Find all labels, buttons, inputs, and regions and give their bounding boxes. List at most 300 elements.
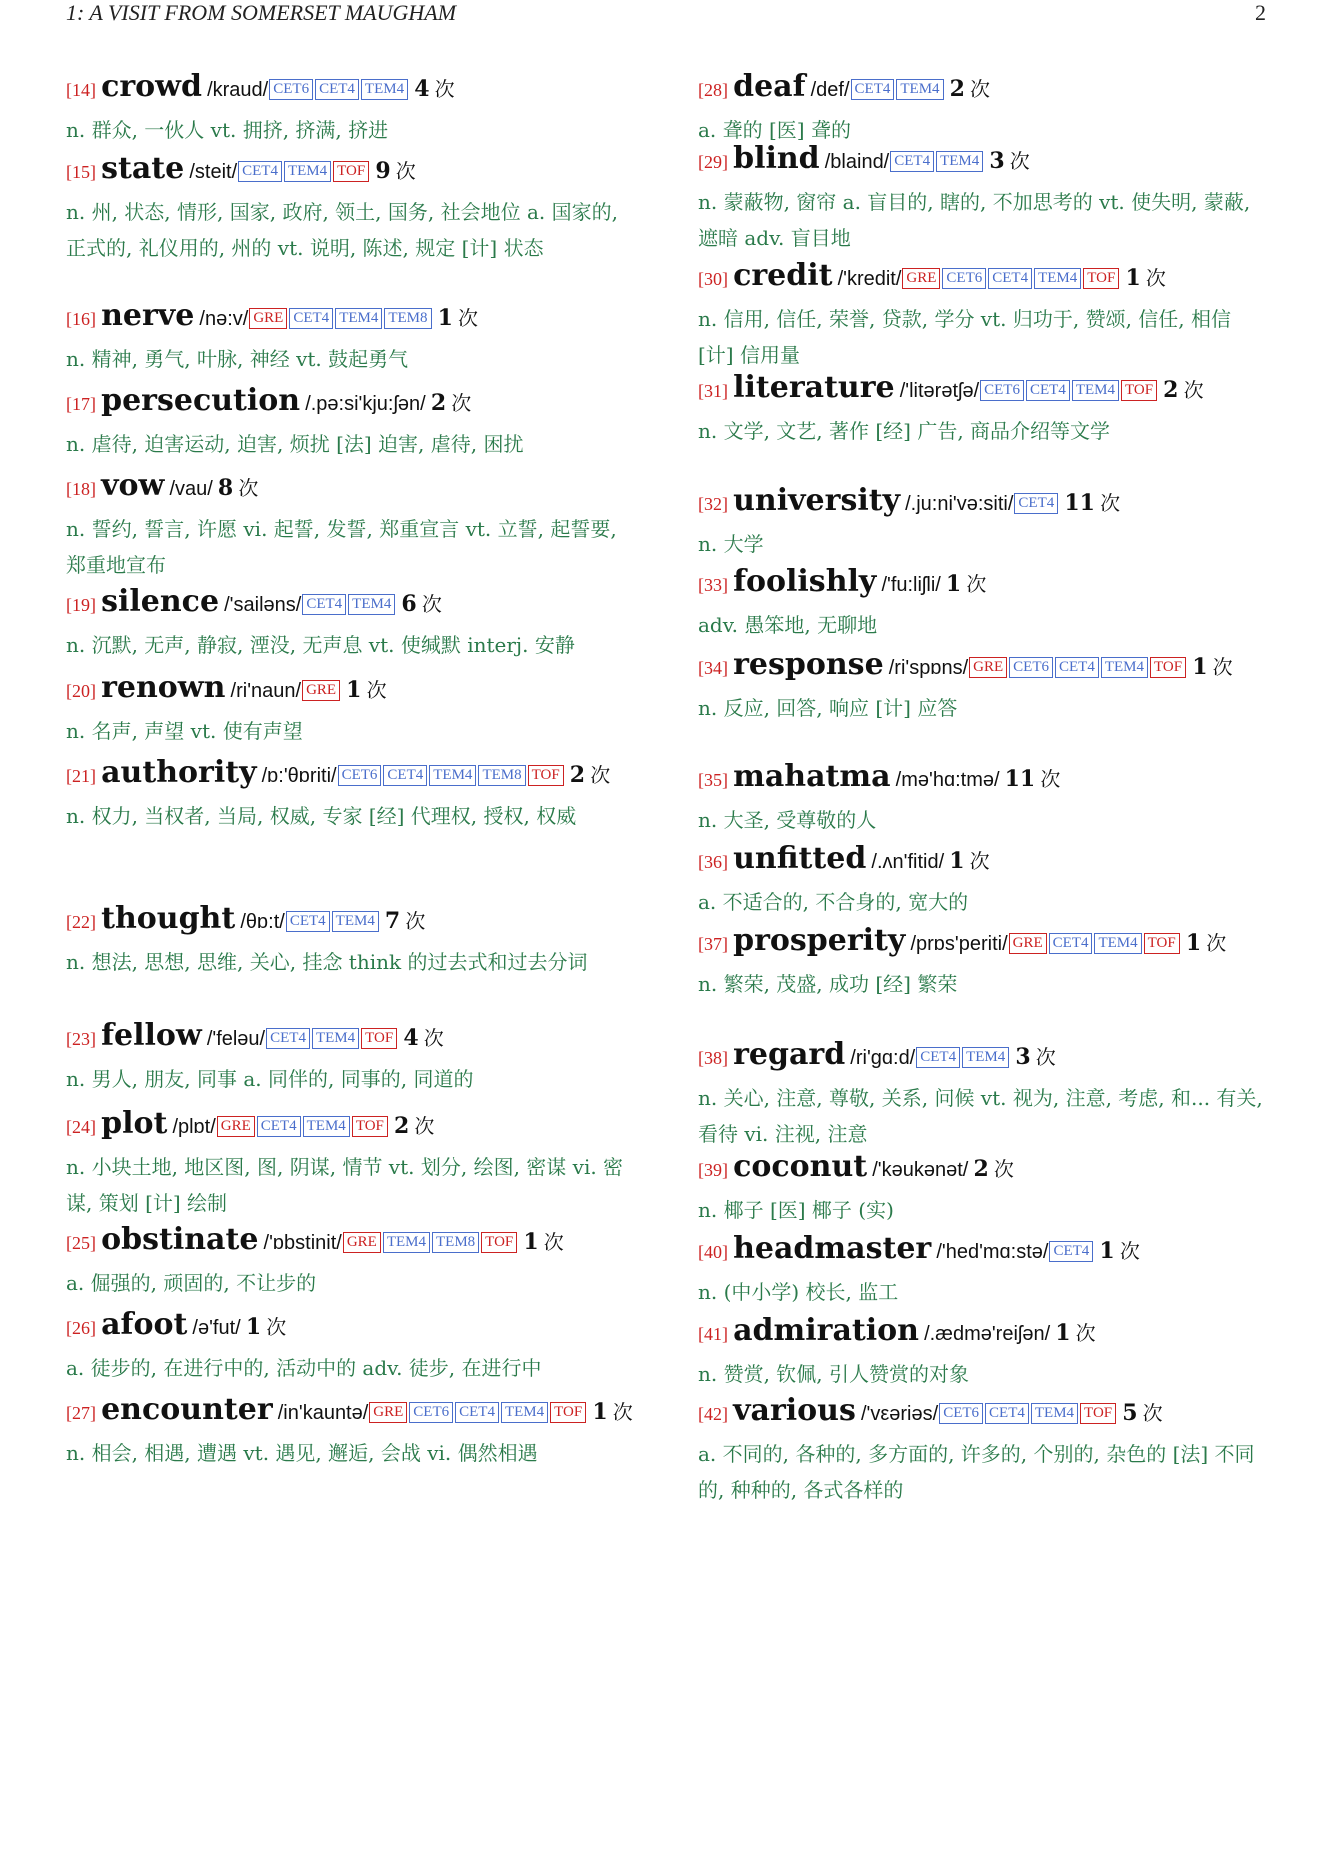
exam-tag-badge: TOF bbox=[333, 161, 369, 182]
exam-tag-badge: CET4 bbox=[238, 161, 282, 182]
entry-headline bbox=[66, 297, 636, 339]
pronunciation: /'fu:liʃli/ bbox=[881, 574, 941, 596]
pronunciation: /ri'naun/ bbox=[230, 680, 302, 702]
chapter-title: 1: A VISIT FROM SOMERSET MAUGHAM bbox=[66, 0, 457, 25]
headword: response bbox=[733, 647, 884, 682]
exam-tag-badge: TEM4 bbox=[1094, 933, 1141, 954]
exam-tag-badge: TEM4 bbox=[383, 1232, 430, 1253]
exam-tag-badge: TEM8 bbox=[384, 308, 431, 329]
pronunciation: /ri'spɒns/ bbox=[888, 657, 969, 679]
headword: blind bbox=[733, 141, 820, 176]
vocab-entry bbox=[698, 922, 1268, 1002]
occurrence-count: 2 bbox=[430, 390, 447, 416]
vocab-entry bbox=[698, 646, 1268, 726]
exam-tag-badge: TEM4 bbox=[429, 765, 476, 786]
vocab-entry bbox=[698, 840, 1268, 920]
definition: n. 誓约, 誓言, 许愿 vi. 起誓, 发誓, 郑重宣言 vt. 立誓, 起誓要, 郑重地宣布 bbox=[66, 517, 617, 577]
definition: n. 赞赏, 钦佩, 引人赞赏的对象 bbox=[698, 1362, 970, 1386]
entry-number: [25] bbox=[66, 1233, 96, 1253]
definition: a. 聋的 [医] 聋的 bbox=[698, 118, 851, 142]
pronunciation: /prɒs'periti/ bbox=[910, 933, 1008, 955]
pronunciation: /def/ bbox=[810, 79, 850, 101]
headword: fellow bbox=[101, 1018, 202, 1053]
exam-tag-badge: TEM4 bbox=[361, 79, 408, 100]
entry-number: [28] bbox=[698, 80, 728, 100]
exam-tag-badge: CET6 bbox=[409, 1402, 453, 1423]
occurrence-count: 1 bbox=[1192, 654, 1208, 680]
exam-tag-badge: TEM4 bbox=[332, 911, 379, 932]
exam-tag-badge: CET4 bbox=[266, 1028, 310, 1049]
entry-number: [15] bbox=[66, 162, 96, 182]
entry-headline bbox=[698, 646, 1268, 688]
exam-tag-badge: TEM4 bbox=[936, 151, 983, 172]
entry-number: [36] bbox=[698, 852, 728, 872]
count-suffix: 次 bbox=[414, 1114, 435, 1138]
entry-number: [18] bbox=[66, 479, 96, 499]
entry-number: [20] bbox=[66, 681, 96, 701]
count-suffix: 次 bbox=[1009, 149, 1030, 173]
exam-tag-badge: TEM4 bbox=[312, 1028, 359, 1049]
vocab-entry bbox=[698, 1230, 1268, 1310]
entry-headline bbox=[698, 758, 1268, 800]
count-suffix: 次 bbox=[993, 1157, 1014, 1181]
pronunciation: /nə:v/ bbox=[199, 308, 249, 330]
exam-tag-badge: CET4 bbox=[315, 79, 359, 100]
entry-headline bbox=[698, 1230, 1268, 1272]
headword: credit bbox=[733, 258, 833, 293]
entry-number: [22] bbox=[66, 912, 96, 932]
count-suffix: 次 bbox=[1212, 655, 1233, 679]
entry-number: [34] bbox=[698, 658, 728, 678]
entry-number: [27] bbox=[66, 1403, 96, 1423]
count-suffix: 次 bbox=[543, 1230, 564, 1254]
definition: n. 男人, 朋友, 同事 a. 同伴的, 同事的, 同道的 bbox=[66, 1067, 474, 1091]
pronunciation: /.pə:si'kju:ʃən/ bbox=[305, 393, 426, 415]
exam-tag-badge: TOF bbox=[1083, 268, 1119, 289]
exam-tag-badge: CET6 bbox=[269, 79, 313, 100]
entry-headline bbox=[66, 382, 636, 424]
exam-tag-badge: CET6 bbox=[338, 765, 382, 786]
count-suffix: 次 bbox=[423, 1026, 444, 1050]
entry-number: [42] bbox=[698, 1404, 728, 1424]
count-suffix: 次 bbox=[969, 849, 990, 873]
occurrence-count: 2 bbox=[569, 762, 586, 788]
occurrence-count: 1 bbox=[523, 1229, 539, 1255]
exam-tag-badge: TEM4 bbox=[1031, 1403, 1078, 1424]
occurrence-count: 1 bbox=[945, 571, 962, 597]
entry-headline bbox=[698, 840, 1268, 882]
headword: deaf bbox=[733, 69, 806, 104]
exam-tag-badge: TOF bbox=[528, 765, 564, 786]
headword: various bbox=[733, 1393, 856, 1428]
vocab-entry bbox=[66, 150, 636, 266]
count-suffix: 次 bbox=[458, 306, 479, 330]
definition: n. 关心, 注意, 尊敬, 关系, 问候 vt. 视为, 注意, 考虑, 和... 有关, 看待 vi. 注视, 注意 bbox=[698, 1086, 1263, 1146]
definition: n. 蒙蔽物, 窗帘 a. 盲目的, 瞎的, 不加思考的 vt. 使失明, 蒙蔽, 遮暗 adv. 盲目地 bbox=[698, 190, 1251, 250]
exam-tag-badge: TEM4 bbox=[335, 308, 382, 329]
occurrence-count: 1 bbox=[1125, 265, 1141, 291]
vocab-entry bbox=[66, 68, 636, 148]
entry-headline bbox=[66, 1221, 636, 1263]
vocab-entry bbox=[66, 583, 636, 663]
exam-tag-badge: TOF bbox=[1121, 380, 1157, 401]
headword: literature bbox=[733, 370, 895, 405]
exam-tag-badge: CET4 bbox=[916, 1047, 960, 1068]
pronunciation: /'vεəriəs/ bbox=[860, 1403, 939, 1425]
headword: plot bbox=[101, 1106, 168, 1141]
definition: n. 权力, 当权者, 当局, 权威, 专家 [经] 代理权, 授权, 权威 bbox=[66, 804, 577, 828]
exam-tag-badge: CET6 bbox=[942, 268, 986, 289]
headword: obstinate bbox=[101, 1222, 259, 1257]
occurrence-count: 11 bbox=[1064, 490, 1095, 516]
entry-headline bbox=[698, 1148, 1268, 1190]
exam-tag-badge: CET4 bbox=[302, 594, 346, 615]
occurrence-count: 2 bbox=[1163, 377, 1179, 403]
definition: n. 群众, 一伙人 vt. 拥挤, 挤满, 挤进 bbox=[66, 118, 389, 142]
headword: foolishly bbox=[733, 564, 877, 599]
vocab-entry bbox=[698, 1312, 1268, 1392]
exam-tag-badge: CET4 bbox=[1026, 380, 1070, 401]
vocab-entry bbox=[66, 382, 636, 462]
pronunciation: /mə'hɑ:tmə/ bbox=[895, 769, 1000, 791]
vocab-entry bbox=[698, 758, 1268, 838]
headword: state bbox=[101, 151, 185, 186]
headword: university bbox=[733, 483, 901, 518]
definition: a. 不适合的, 不合身的, 宽大的 bbox=[698, 890, 969, 914]
occurrence-count: 2 bbox=[393, 1113, 410, 1139]
exam-tag-badge: CET4 bbox=[1055, 657, 1099, 678]
vocab-entry bbox=[66, 1306, 636, 1386]
count-suffix: 次 bbox=[966, 572, 987, 596]
entry-number: [38] bbox=[698, 1048, 728, 1068]
entry-headline bbox=[698, 369, 1268, 411]
exam-tag-badge: TOF bbox=[1144, 933, 1180, 954]
headword: vow bbox=[101, 468, 165, 503]
entry-number: [35] bbox=[698, 770, 728, 790]
exam-tag-badge: CET4 bbox=[985, 1403, 1029, 1424]
exam-tag-badge: TEM4 bbox=[501, 1402, 548, 1423]
count-suffix: 次 bbox=[238, 476, 259, 500]
entry-number: [14] bbox=[66, 80, 96, 100]
exam-tag-badge: CET6 bbox=[939, 1403, 983, 1424]
entry-headline bbox=[66, 1017, 636, 1059]
entry-headline bbox=[698, 563, 1268, 605]
exam-tag-badge: GRE bbox=[343, 1232, 381, 1253]
count-suffix: 次 bbox=[366, 678, 387, 702]
entry-number: [37] bbox=[698, 934, 728, 954]
definition: n. 椰子 [医] 椰子 (实) bbox=[698, 1198, 894, 1222]
exam-tag-badge: GRE bbox=[217, 1116, 255, 1137]
headword: authority bbox=[101, 755, 257, 790]
headword: coconut bbox=[733, 1149, 868, 1184]
pronunciation: /plɒt/ bbox=[172, 1116, 216, 1138]
exam-tag-badge: CET4 bbox=[286, 911, 330, 932]
count-suffix: 次 bbox=[266, 1315, 287, 1339]
vocab-entry bbox=[698, 140, 1268, 256]
headword: unfitted bbox=[733, 841, 867, 876]
vocab-entry bbox=[698, 482, 1268, 562]
exam-tag-badge: TEM8 bbox=[478, 765, 525, 786]
headword: prosperity bbox=[733, 923, 906, 958]
exam-tag-badge: CET4 bbox=[383, 765, 427, 786]
vocab-entry bbox=[66, 900, 636, 980]
definition: n. 大学 bbox=[698, 532, 764, 556]
definition: adv. 愚笨地, 无聊地 bbox=[698, 613, 878, 637]
exam-tag-badge: CET4 bbox=[455, 1402, 499, 1423]
exam-tag-badge: TOF bbox=[481, 1232, 517, 1253]
entry-headline bbox=[66, 1105, 636, 1147]
count-suffix: 次 bbox=[1040, 767, 1061, 791]
exam-tag-badge: CET4 bbox=[1049, 1241, 1093, 1262]
exam-tag-badge: GRE bbox=[969, 657, 1007, 678]
definition: a. 不同的, 各种的, 多方面的, 许多的, 个别的, 杂色的 [法] 不同的, 种种的, 各式各样的 bbox=[698, 1442, 1255, 1502]
entry-headline bbox=[66, 1391, 636, 1433]
pronunciation: /'hed'mɑ:stə/ bbox=[936, 1241, 1049, 1263]
headword: renown bbox=[101, 670, 226, 705]
entry-headline bbox=[698, 140, 1268, 182]
exam-tag-badge: TEM4 bbox=[962, 1047, 1009, 1068]
exam-tag-badge: CET4 bbox=[257, 1116, 301, 1137]
pronunciation: /vau/ bbox=[169, 478, 213, 500]
count-suffix: 次 bbox=[970, 77, 991, 101]
vocab-entry bbox=[698, 563, 1268, 643]
headword: afoot bbox=[101, 1307, 188, 1342]
count-suffix: 次 bbox=[612, 1400, 633, 1424]
vocab-entry bbox=[66, 1391, 636, 1471]
count-suffix: 次 bbox=[434, 77, 455, 101]
pronunciation: /.ju:ni'və:siti/ bbox=[905, 493, 1014, 515]
definition: n. 虐待, 迫害运动, 迫害, 烦扰 [法] 迫害, 虐待, 困扰 bbox=[66, 432, 524, 456]
pronunciation: /ɒ:'θɒriti/ bbox=[261, 765, 337, 787]
headword: admiration bbox=[733, 1313, 919, 1348]
definition: n. (中小学) 校长, 监工 bbox=[698, 1280, 899, 1304]
definition: n. 反应, 回答, 响应 [计] 应答 bbox=[698, 696, 958, 720]
entry-headline bbox=[66, 900, 636, 942]
count-suffix: 次 bbox=[395, 159, 416, 183]
entry-headline bbox=[66, 1306, 636, 1348]
occurrence-count: 1 bbox=[1055, 1320, 1071, 1346]
count-suffix: 次 bbox=[1035, 1045, 1056, 1069]
exam-tag-badge: TEM4 bbox=[1101, 657, 1148, 678]
exam-tag-badge: GRE bbox=[369, 1402, 407, 1423]
exam-tag-badge: CET4 bbox=[289, 308, 333, 329]
occurrence-count: 6 bbox=[401, 591, 417, 617]
occurrence-count: 1 bbox=[346, 677, 362, 703]
exam-tag-badge: GRE bbox=[1009, 933, 1047, 954]
entry-headline bbox=[66, 583, 636, 625]
definition: n. 文学, 文艺, 著作 [经] 广告, 商品介绍等文学 bbox=[698, 419, 1111, 443]
entry-number: [21] bbox=[66, 766, 96, 786]
exam-tag-badge: CET4 bbox=[890, 151, 934, 172]
definition: n. 想法, 思想, 思维, 关心, 挂念 think 的过去式和过去分词 bbox=[66, 950, 588, 974]
pronunciation: /'ɒbstinit/ bbox=[263, 1232, 342, 1254]
occurrence-count: 8 bbox=[217, 475, 234, 501]
definition: n. 小块土地, 地区图, 图, 阴谋, 情节 vt. 划分, 绘图, 密谋 vi. 密谋, 策划 [计] 绘制 bbox=[66, 1155, 624, 1215]
entry-number: [31] bbox=[698, 381, 728, 401]
exam-tag-badge: GRE bbox=[902, 268, 940, 289]
entry-headline bbox=[66, 467, 636, 509]
entry-headline bbox=[698, 1312, 1268, 1354]
count-suffix: 次 bbox=[1206, 931, 1227, 955]
occurrence-count: 5 bbox=[1122, 1400, 1138, 1426]
count-suffix: 次 bbox=[405, 909, 426, 933]
vocab-entry bbox=[698, 1036, 1268, 1152]
exam-tag-badge: TEM4 bbox=[896, 79, 943, 100]
definition: n. 信用, 信任, 荣誉, 贷款, 学分 vt. 归功于, 赞颂, 信任, 相信 [计] 信用量 bbox=[698, 307, 1232, 367]
exam-tag-badge: GRE bbox=[249, 308, 287, 329]
entry-number: [32] bbox=[698, 494, 728, 514]
definition: n. 州, 状态, 情形, 国家, 政府, 领土, 国务, 社会地位 a. 国家的, 正式的, 礼仪用的, 州的 vt. 说明, 陈述, 规定 [计] 状态 bbox=[66, 200, 618, 260]
pronunciation: /'sailəns/ bbox=[224, 594, 302, 616]
exam-tag-badge: TOF bbox=[352, 1116, 388, 1137]
headword: regard bbox=[733, 1037, 846, 1072]
pronunciation: /'litərətʃə/ bbox=[899, 380, 980, 402]
exam-tag-badge: TOF bbox=[1080, 1403, 1116, 1424]
entry-number: [24] bbox=[66, 1117, 96, 1137]
occurrence-count: 2 bbox=[949, 76, 965, 102]
exam-tag-badge: TOF bbox=[1150, 657, 1186, 678]
headword: headmaster bbox=[733, 1231, 932, 1266]
vocab-entry bbox=[698, 1148, 1268, 1228]
occurrence-count: 9 bbox=[375, 158, 391, 184]
definition: n. 名声, 声望 vt. 使有声望 bbox=[66, 719, 303, 743]
definition: n. 大圣, 受尊敬的人 bbox=[698, 808, 877, 832]
entry-headline bbox=[698, 922, 1268, 964]
headword: thought bbox=[101, 901, 236, 936]
occurrence-count: 2 bbox=[973, 1156, 989, 1182]
entry-number: [29] bbox=[698, 152, 728, 172]
entry-number: [39] bbox=[698, 1160, 728, 1180]
exam-tag-badge: CET4 bbox=[1014, 493, 1058, 514]
entry-headline bbox=[698, 1036, 1268, 1078]
pronunciation: /'kəukənət/ bbox=[872, 1159, 969, 1181]
exam-tag-badge: TOF bbox=[361, 1028, 397, 1049]
exam-tag-badge: CET6 bbox=[980, 380, 1024, 401]
page-header bbox=[66, 0, 1266, 32]
entry-number: [41] bbox=[698, 1324, 728, 1344]
entry-number: [30] bbox=[698, 269, 728, 289]
entry-headline bbox=[698, 482, 1268, 524]
occurrence-count: 1 bbox=[245, 1314, 262, 1340]
count-suffix: 次 bbox=[1075, 1321, 1096, 1345]
occurrence-count: 1 bbox=[1185, 930, 1202, 956]
entry-number: [33] bbox=[698, 575, 728, 595]
vocab-entry bbox=[698, 1392, 1268, 1508]
entry-number: [17] bbox=[66, 394, 96, 414]
pronunciation: /'kredit/ bbox=[837, 268, 902, 290]
occurrence-count: 3 bbox=[989, 148, 1005, 174]
vocab-entry bbox=[66, 297, 636, 377]
vocab-entry bbox=[66, 1105, 636, 1221]
occurrence-count: 1 bbox=[1099, 1238, 1115, 1264]
headword: crowd bbox=[101, 69, 202, 104]
entry-number: [26] bbox=[66, 1318, 96, 1338]
pronunciation: /θɒ:t/ bbox=[240, 911, 285, 933]
entry-headline bbox=[698, 1392, 1268, 1434]
exam-tag-badge: GRE bbox=[302, 680, 340, 701]
count-suffix: 次 bbox=[421, 592, 442, 616]
count-suffix: 次 bbox=[1142, 1401, 1163, 1425]
entry-headline bbox=[698, 68, 1268, 110]
definition: n. 繁荣, 茂盛, 成功 [经] 繁荣 bbox=[698, 972, 958, 996]
definition: a. 倔强的, 顽固的, 不让步的 bbox=[66, 1271, 317, 1295]
pronunciation: /'feləu/ bbox=[206, 1028, 266, 1050]
headword: encounter bbox=[101, 1392, 273, 1427]
occurrence-count: 1 bbox=[592, 1399, 608, 1425]
count-suffix: 次 bbox=[1183, 378, 1204, 402]
occurrence-count: 4 bbox=[414, 76, 430, 102]
definition: a. 徒步的, 在进行中的, 活动中的 adv. 徒步, 在进行中 bbox=[66, 1356, 542, 1380]
definition: n. 精神, 勇气, 叶脉, 神经 vt. 鼓起勇气 bbox=[66, 347, 409, 371]
pronunciation: /ri'gɑ:d/ bbox=[850, 1047, 916, 1069]
count-suffix: 次 bbox=[590, 763, 611, 787]
vocab-entry bbox=[698, 257, 1268, 373]
count-suffix: 次 bbox=[1100, 491, 1121, 515]
pronunciation: /.ʌn'fitid/ bbox=[871, 851, 945, 873]
pronunciation: /ə'fut/ bbox=[192, 1317, 241, 1339]
headword: nerve bbox=[101, 298, 195, 333]
exam-tag-badge: CET4 bbox=[988, 268, 1032, 289]
vocab-entry bbox=[66, 467, 636, 583]
headword: silence bbox=[101, 584, 220, 619]
pronunciation: /.ædmə'reiʃən/ bbox=[924, 1323, 1051, 1345]
vocab-entry bbox=[66, 754, 636, 834]
occurrence-count: 1 bbox=[949, 848, 965, 874]
count-suffix: 次 bbox=[451, 391, 472, 415]
page-number: 2 bbox=[1255, 0, 1266, 25]
headword: mahatma bbox=[733, 759, 891, 794]
entry-headline bbox=[66, 150, 636, 192]
pronunciation: /blaind/ bbox=[824, 151, 890, 173]
exam-tag-badge: TEM4 bbox=[284, 161, 331, 182]
pronunciation: /kraud/ bbox=[207, 79, 269, 101]
entry-number: [23] bbox=[66, 1029, 96, 1049]
entry-number: [16] bbox=[66, 309, 96, 329]
exam-tag-badge: CET4 bbox=[851, 79, 895, 100]
vocab-entry bbox=[698, 369, 1268, 449]
exam-tag-badge: CET6 bbox=[1009, 657, 1053, 678]
exam-tag-badge: TOF bbox=[550, 1402, 586, 1423]
exam-tag-badge: TEM4 bbox=[1034, 268, 1081, 289]
entry-number: [19] bbox=[66, 595, 96, 615]
occurrence-count: 11 bbox=[1004, 766, 1036, 792]
entry-headline bbox=[698, 257, 1268, 299]
exam-tag-badge: TEM4 bbox=[348, 594, 395, 615]
entry-number: [40] bbox=[698, 1242, 728, 1262]
definition: n. 沉默, 无声, 静寂, 湮没, 无声息 vt. 使缄默 interj. 安静 bbox=[66, 633, 575, 657]
vocab-entry bbox=[698, 68, 1268, 148]
definition: n. 相会, 相遇, 遭遇 vt. 遇见, 邂逅, 会战 vi. 偶然相遇 bbox=[66, 1441, 538, 1465]
occurrence-count: 3 bbox=[1015, 1044, 1031, 1070]
exam-tag-badge: TEM4 bbox=[1072, 380, 1119, 401]
entry-headline bbox=[66, 669, 636, 711]
headword: persecution bbox=[101, 383, 301, 418]
vocab-entry bbox=[66, 1221, 636, 1301]
entry-headline bbox=[66, 68, 636, 110]
entry-headline bbox=[66, 754, 636, 796]
exam-tag-badge: CET4 bbox=[1049, 933, 1093, 954]
pronunciation: /in'kauntə/ bbox=[277, 1402, 369, 1424]
count-suffix: 次 bbox=[1119, 1239, 1140, 1263]
pronunciation: /steit/ bbox=[189, 161, 238, 183]
occurrence-count: 7 bbox=[384, 908, 401, 934]
occurrence-count: 4 bbox=[403, 1025, 419, 1051]
exam-tag-badge: TEM4 bbox=[303, 1116, 350, 1137]
vocab-entry bbox=[66, 1017, 636, 1097]
vocab-entry bbox=[66, 669, 636, 749]
exam-tag-badge: TEM8 bbox=[432, 1232, 479, 1253]
count-suffix: 次 bbox=[1145, 266, 1166, 290]
